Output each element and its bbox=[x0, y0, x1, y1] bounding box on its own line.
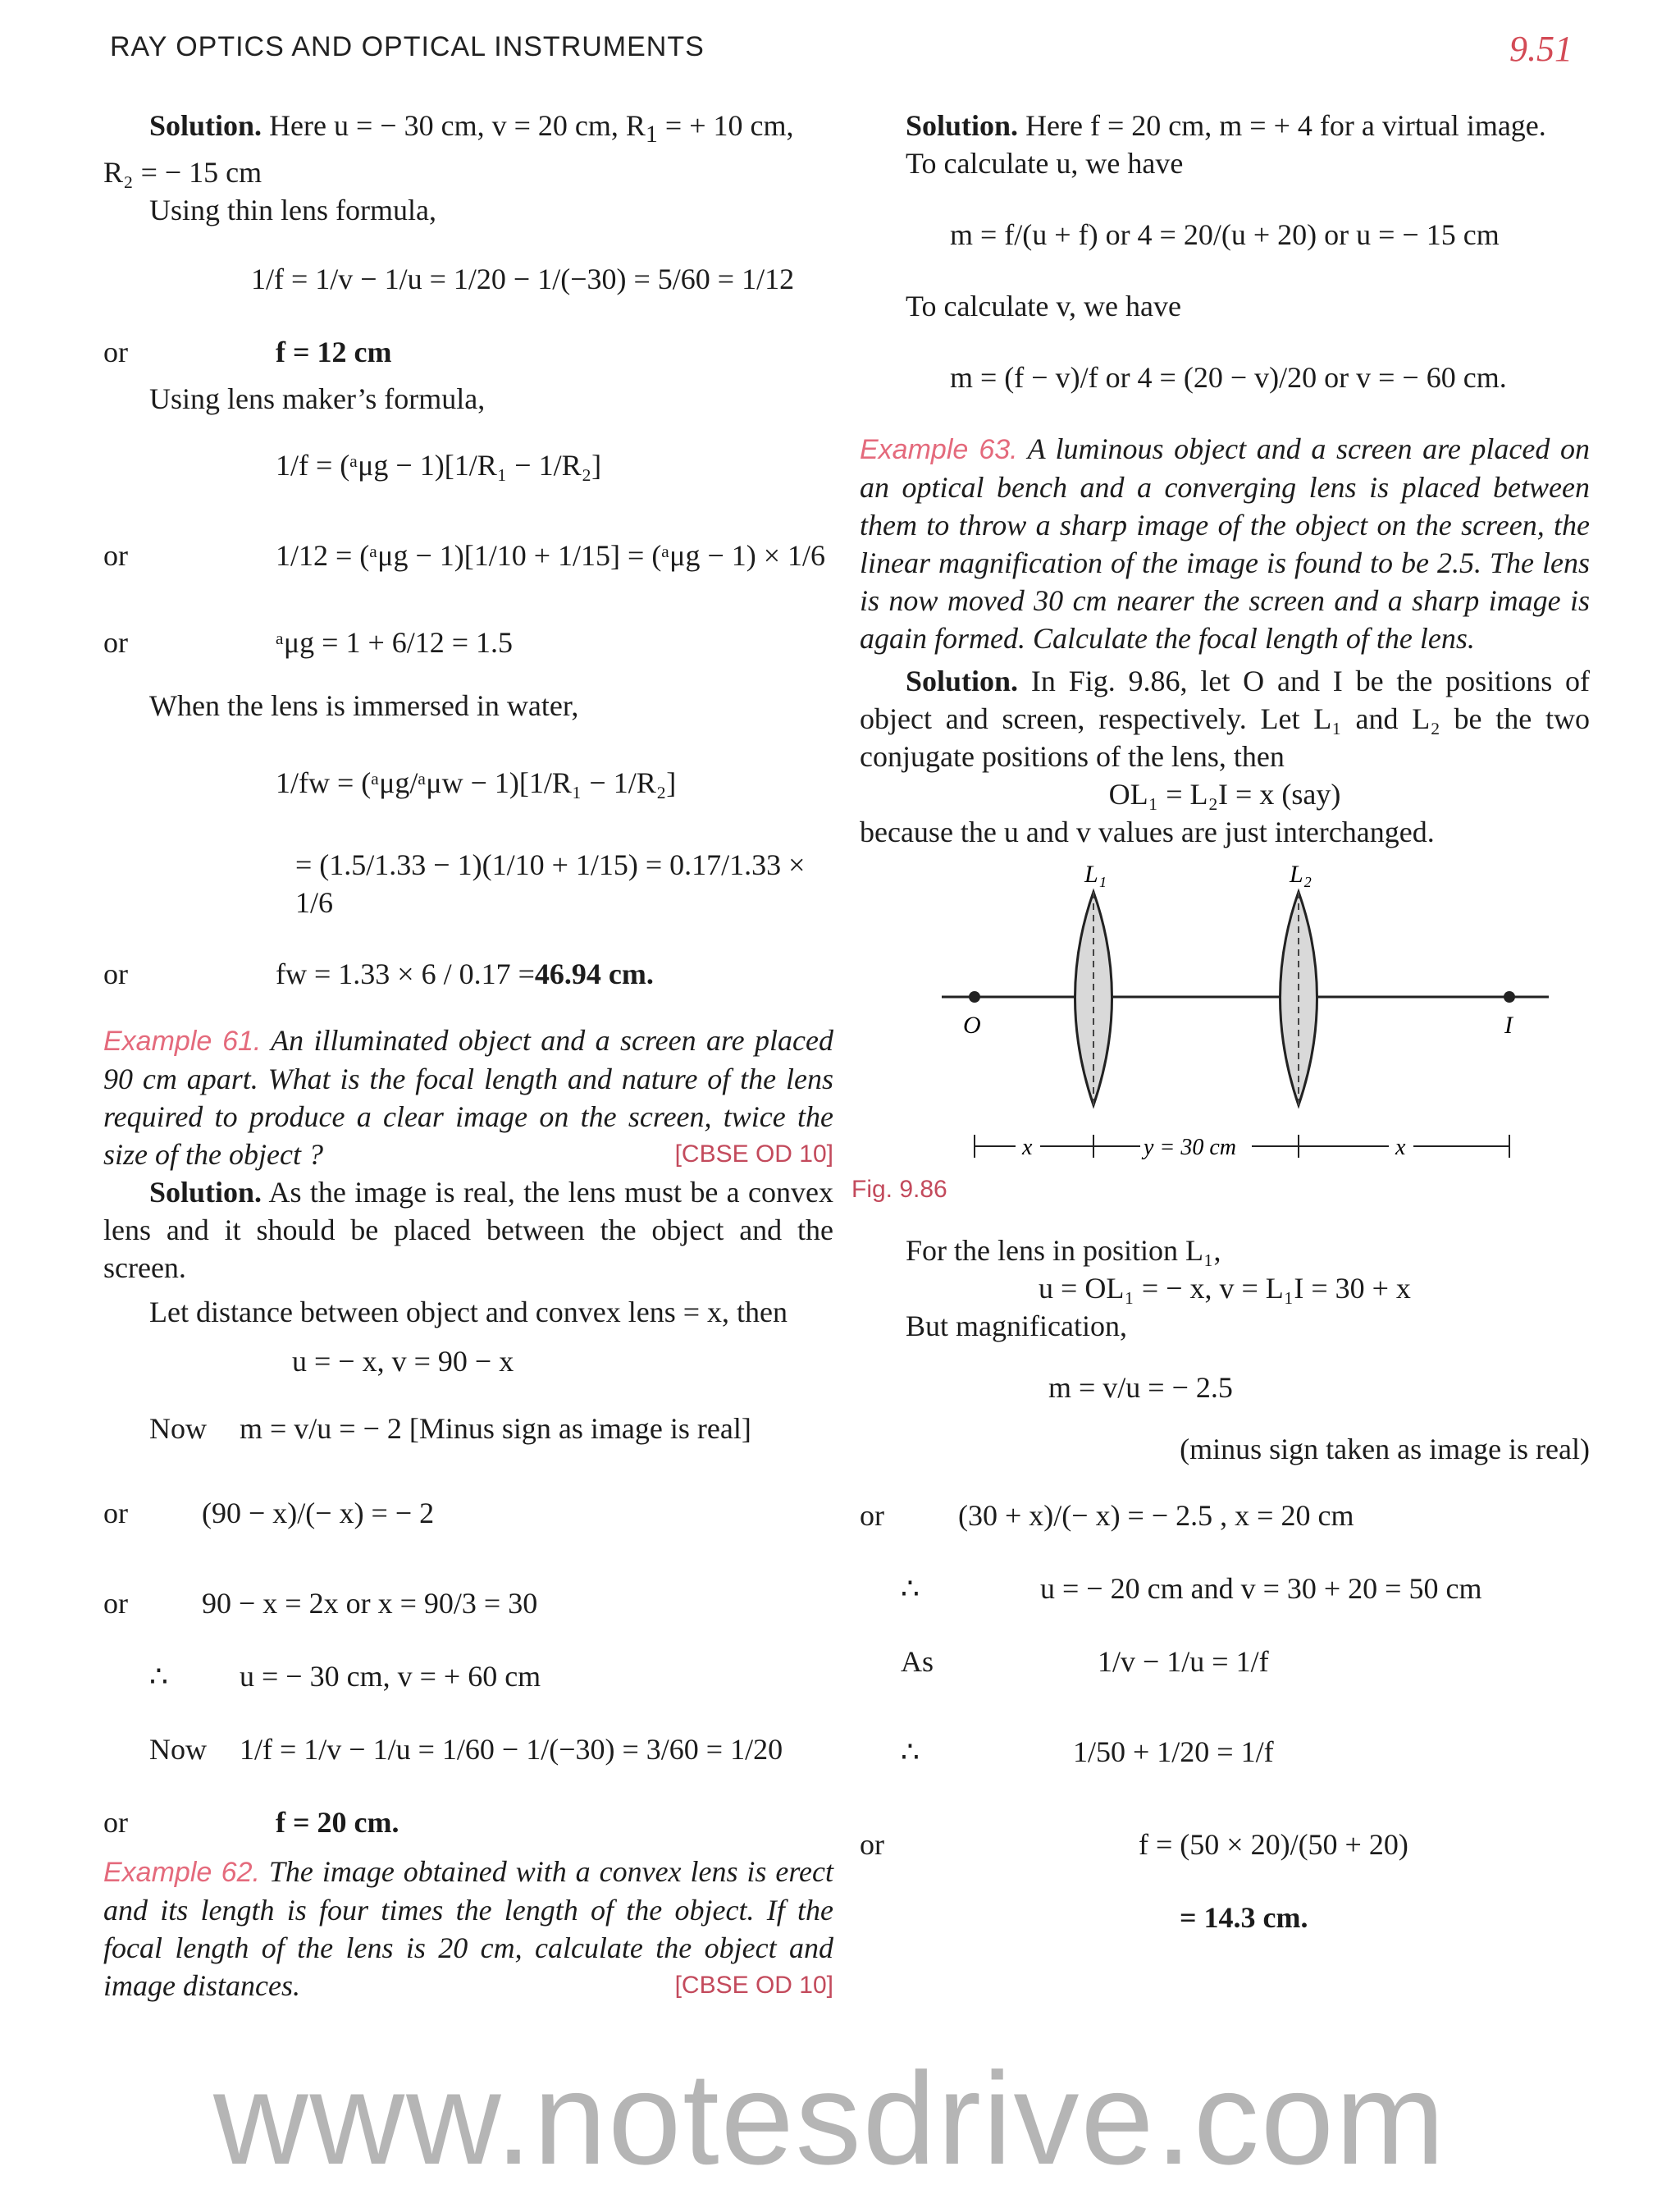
equation-text: m = v/u = − 2 [Minus sign as image is real] bbox=[240, 1412, 751, 1446]
equation-text: 1/12 = (ᵃμg − 1)[1/10 + 1/15] = (ᵃμg − 1) × 1/6 bbox=[276, 539, 826, 573]
equation-text: m = (f − v)/f or 4 = (20 − v)/20 or v = − 60 cm. bbox=[950, 361, 1507, 394]
right-column bbox=[851, 107, 1591, 1945]
lens-diagram bbox=[934, 859, 1557, 1187]
label-l2: L₂ bbox=[1290, 861, 1312, 888]
solution-1: Solution. Here u = − 30 cm, v = 20 cm, $R_1$ = + 10 cm, bbox=[149, 109, 794, 149]
equation-text: u = − 30 cm, v = + 60 cm bbox=[240, 1660, 541, 1693]
equation-final bbox=[860, 1895, 1590, 1940]
equation-mu-2 bbox=[103, 603, 833, 682]
conjugate-equation: OL₁ = L₂I = x (say) bbox=[1108, 778, 1341, 811]
equation-thin-lens bbox=[251, 234, 833, 324]
minus-sign-note: (minus sign taken as image is real) bbox=[1180, 1433, 1590, 1465]
equation-magnification bbox=[1048, 1350, 1590, 1425]
equation-text: 1/f = 1/v − 1/u = 1/60 − 1/(−30) = 3/60 = 1/20 bbox=[240, 1733, 783, 1767]
or-label: or bbox=[860, 1828, 884, 1861]
but-mag-text: But magnification, bbox=[906, 1310, 1127, 1342]
equation-text: 1/fw = (ᵃμg/ᵃμw − 1)[1/R₁ − 1/R₂] bbox=[276, 766, 677, 800]
figure-caption: Fig. 9.86 bbox=[851, 1176, 947, 1203]
label-i: I bbox=[1504, 1012, 1513, 1039]
example-63-text: A luminous object and a screen are placed on an optical bench and a converging lens is placed between them to throw a sharp image of the object on the screen, the linear magnification of the image is found to be 2.5. The lens is now moved 30 cm nearer the screen and a sharp image is again formed. Calculate the focal length of the lens. bbox=[860, 432, 1590, 655]
therefore-symbol: ∴ bbox=[149, 1660, 168, 1693]
equation-water-2 bbox=[295, 841, 833, 926]
solution-1-r2: R₂ = − 15 cm bbox=[103, 156, 262, 190]
object-point bbox=[969, 991, 980, 1003]
or-label: or bbox=[103, 958, 128, 991]
equation-mu-1 bbox=[103, 513, 833, 598]
solution-heading: Solution. bbox=[906, 109, 1019, 142]
equation-text: = (1.5/1.33 − 1)(1/10 + 1/15) = 0.17/1.33 × 1/6 bbox=[295, 848, 806, 920]
solution-2 bbox=[103, 1173, 833, 1287]
example-62-label: Example 62. bbox=[103, 1857, 260, 1889]
solution-text: In Fig. 9.86, let O and I be the positions of object and screen, respectively. Let L₁ and L₂ be the two conjugate positions of the lens, then bbox=[860, 665, 1591, 773]
example-61-text: An illuminated object and a screen are placed 90 cm apart. What is the focal length and nature of the lens required to produce a clear image on the screen, twice the size of the object ? bbox=[103, 1024, 834, 1172]
equation-f20 bbox=[103, 1797, 833, 1848]
equation-f12 bbox=[103, 329, 833, 375]
solution-4 bbox=[860, 662, 1590, 775]
equation-lens-maker bbox=[276, 423, 833, 508]
example-62-text: The image obtained with a convex lens is erect and its length is four times the length of the object. If the focal length of the lens is 20 cm, calculate the object and image distances. bbox=[103, 1855, 833, 2003]
equation-9 bbox=[103, 1561, 833, 1646]
result-f12: f = 12 cm bbox=[276, 336, 392, 369]
equation-text: 1/f = (ᵃμg − 1)[1/R₁ − 1/R₂] bbox=[276, 449, 602, 482]
solution-text: Here f = 20 cm, m = + 4 for a virtual image. bbox=[1025, 109, 1546, 142]
solution-text-r1: = + 10 cm, bbox=[664, 109, 794, 142]
therefore-symbol: ∴ bbox=[901, 1735, 920, 1768]
example-63-label: Example 63. bbox=[860, 434, 1018, 465]
label-l1: L₁ bbox=[1084, 861, 1107, 888]
label-y: y = 30 cm bbox=[1144, 1135, 1236, 1160]
equation-uv-final bbox=[860, 1563, 1590, 1614]
result-fw: 46.94 cm. bbox=[534, 958, 654, 991]
figure-9-86 bbox=[851, 859, 1590, 1204]
equation-water-1 bbox=[276, 729, 833, 836]
equation-text: 90 − x = 2x or x = 90/3 = 30 bbox=[202, 1587, 538, 1620]
solution-heading: Solution. bbox=[906, 665, 1019, 697]
equation-text: f = (50 × 20)/(50 + 20) bbox=[1139, 1828, 1408, 1861]
watermark: www.notesdrive.com bbox=[213, 2045, 1447, 2192]
equation-text: u = − 20 cm and v = 30 + 20 = 50 cm bbox=[1040, 1572, 1482, 1605]
equation-f bbox=[860, 1799, 1590, 1890]
now-label: Now bbox=[149, 1412, 207, 1446]
equation-mag bbox=[103, 1392, 833, 1465]
thin-lens-text: Using thin lens formula, bbox=[149, 194, 436, 227]
equation-lens bbox=[860, 1619, 1590, 1704]
calc-u-text: To calculate u, we have bbox=[906, 147, 1184, 180]
equation-text: fw = 1.33 × 6 / 0.17 = bbox=[276, 958, 535, 991]
example-61-source: [CBSE OD 10] bbox=[674, 1140, 833, 1168]
page-number: 9.51 bbox=[1509, 29, 1573, 69]
solution-heading: Solution. bbox=[149, 1176, 262, 1209]
or-label: or bbox=[103, 1497, 128, 1530]
calc-v-text: To calculate v, we have bbox=[906, 290, 1181, 322]
equation-text: (30 + x)/(− x) = − 2.5 , x = 20 cm bbox=[958, 1499, 1354, 1532]
equation-sub bbox=[860, 1709, 1590, 1794]
equation-position: u = OL₁ = − x, v = L₁I = 30 + x bbox=[1039, 1272, 1411, 1305]
or-label: or bbox=[103, 626, 128, 660]
equation-u bbox=[950, 187, 1590, 282]
equation-text: u = − x, v = 90 − x bbox=[292, 1345, 514, 1378]
image-point bbox=[1504, 991, 1515, 1003]
or-label: or bbox=[103, 336, 128, 369]
equation-text: m = v/u = − 2.5 bbox=[1048, 1371, 1233, 1404]
or-label: or bbox=[103, 539, 128, 573]
label-x-left: x bbox=[1022, 1135, 1033, 1160]
or-label: or bbox=[103, 1806, 128, 1840]
label-o: O bbox=[963, 1012, 981, 1039]
example-61 bbox=[103, 1022, 833, 1173]
solution-3 bbox=[860, 107, 1590, 144]
equation-text: 1/f = 1/v − 1/u = 1/20 − 1/(−30) = 5/60 = 1/12 bbox=[251, 263, 795, 296]
equation-uv bbox=[292, 1336, 833, 1387]
therefore-symbol: ∴ bbox=[901, 1572, 920, 1605]
position-text: For the lens in position L₁, bbox=[906, 1234, 1221, 1267]
left-column bbox=[103, 107, 833, 2004]
example-61-label: Example 61. bbox=[103, 1026, 262, 1058]
equation-text: 1/50 + 1/20 = 1/f bbox=[1073, 1735, 1274, 1768]
now-label: Now bbox=[149, 1733, 207, 1767]
equation-10 bbox=[103, 1707, 833, 1792]
solution-text: Here u = − 30 cm, v = 20 cm, R bbox=[269, 109, 646, 142]
example-62-source: [CBSE OD 10] bbox=[674, 1972, 833, 2000]
as-label: As bbox=[901, 1645, 934, 1678]
lens-maker-text: Using lens maker’s formula, bbox=[149, 382, 486, 416]
example-63 bbox=[860, 430, 1590, 657]
equation-text: (90 − x)/(− x) = − 2 bbox=[202, 1497, 435, 1530]
solution-heading: Solution. bbox=[149, 109, 262, 142]
result-final: = 14.3 cm. bbox=[1180, 1901, 1308, 1934]
water-text: When the lens is immersed in water, bbox=[149, 689, 579, 723]
or-label: or bbox=[103, 1587, 128, 1620]
running-header: RAY OPTICS AND OPTICAL INSTRUMENTS bbox=[110, 31, 705, 62]
or-label: or bbox=[860, 1499, 884, 1532]
equation-uv2 bbox=[103, 1651, 833, 1702]
result-f20: f = 20 cm. bbox=[276, 1806, 399, 1840]
because-text: because the u and v values are just interchanged. bbox=[860, 816, 1435, 848]
label-x-right: x bbox=[1395, 1135, 1406, 1160]
solution-text: As the image is real, the lens must be a convex lens and it should be placed between the object and the screen. bbox=[103, 1176, 833, 1285]
let-text: Let distance between object and convex lens = x, then bbox=[149, 1296, 788, 1329]
equation-text: 1/v − 1/u = 1/f bbox=[1098, 1645, 1269, 1678]
example-62 bbox=[103, 1853, 833, 2004]
equation-text: ᵃμg = 1 + 6/12 = 1.5 bbox=[276, 626, 514, 660]
equation-text: m = f/(u + f) or 4 = 20/(u + 20) or u = − 15 cm bbox=[950, 218, 1500, 251]
equation-8 bbox=[103, 1470, 833, 1556]
equation-fw bbox=[103, 931, 833, 1017]
equation-x bbox=[860, 1473, 1590, 1558]
equation-v bbox=[950, 330, 1590, 425]
